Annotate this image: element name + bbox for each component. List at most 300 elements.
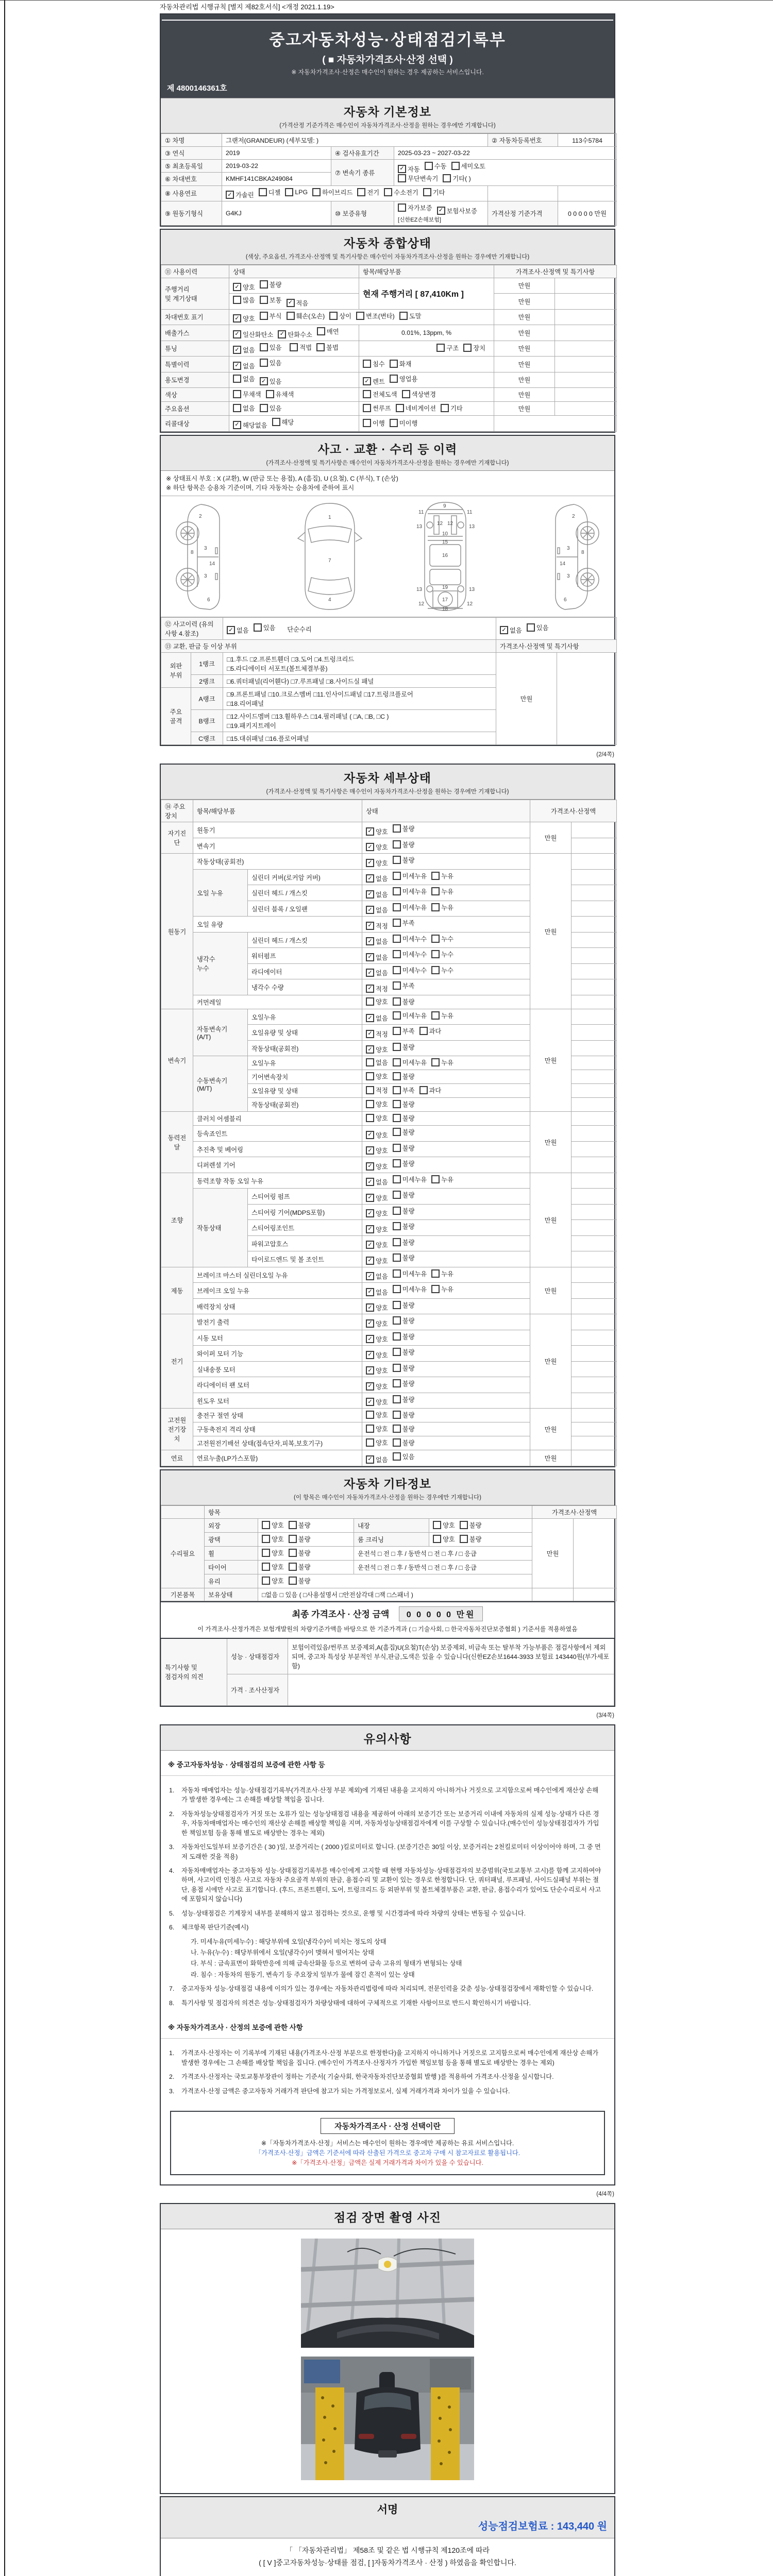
checkbox-불량[interactable] — [460, 1520, 482, 1530]
checkbox-없음[interactable] — [366, 1058, 388, 1067]
checkbox-box — [393, 1100, 401, 1108]
checkbox-변조(변타)[interactable] — [356, 311, 395, 320]
checkbox-적법[interactable] — [290, 343, 312, 352]
checkbox-적정[interactable] — [366, 1086, 388, 1095]
value-vin: KMHF141CBKA249084 — [222, 173, 331, 185]
masthead — [161, 14, 614, 98]
item-status — [362, 1098, 530, 1112]
checkbox-불량[interactable] — [393, 1332, 415, 1341]
checkbox-label: 적정 — [376, 1087, 388, 1095]
checkbox-양호[interactable] — [366, 1438, 388, 1447]
checkbox-양호[interactable] — [262, 1534, 284, 1544]
checkbox-box — [356, 312, 364, 320]
item-remark — [572, 1346, 617, 1362]
item-remark — [572, 1204, 617, 1220]
item-label: 냉각수 수량 — [248, 979, 362, 995]
checkbox-box: ✓ — [366, 1351, 374, 1359]
checkbox-기타( )[interactable] — [443, 174, 470, 183]
checkbox-없음[interactable] — [227, 625, 249, 635]
wheel-detail[interactable]: 운전석 □ 전 □ 후 / 동반석 □ 전 □ 후 / □ 응급 — [354, 1546, 532, 1560]
checkbox-불량[interactable] — [393, 1072, 415, 1081]
rank-items[interactable]: □15.대쉬패널 □16.플로어패널 — [223, 732, 496, 745]
checkbox-불량[interactable] — [393, 1143, 415, 1153]
svg-text:13: 13 — [469, 587, 475, 593]
glass-status[interactable] — [258, 1574, 532, 1588]
checkbox-없음[interactable] — [233, 361, 255, 370]
device-group-6: 전기 — [161, 1314, 193, 1409]
checkbox-있음[interactable] — [260, 343, 282, 352]
checkbox-세미오토[interactable] — [451, 161, 486, 171]
checkbox-불량[interactable] — [393, 997, 415, 1006]
checkbox-box — [366, 1086, 374, 1094]
checkbox-box — [393, 950, 401, 958]
checkbox-box — [390, 360, 398, 368]
checkbox-미세누유[interactable] — [393, 1269, 427, 1278]
checkbox-label: 불량 — [402, 1073, 415, 1081]
item-status — [362, 1112, 530, 1126]
checkbox-불량[interactable] — [393, 1363, 415, 1372]
item-remark — [572, 1377, 617, 1393]
checkbox-label: 불량 — [402, 1364, 415, 1372]
checkbox-렌트[interactable] — [363, 377, 385, 386]
checkbox-화재[interactable] — [390, 359, 412, 368]
checkbox-없음[interactable] — [366, 968, 388, 977]
checkbox-label: 양호 — [376, 1194, 388, 1202]
checkbox-많음[interactable] — [233, 295, 255, 304]
tire-status[interactable] — [258, 1560, 354, 1574]
checkbox-양호[interactable] — [366, 1209, 388, 1218]
item-status — [362, 963, 530, 979]
checkbox-미세누유[interactable] — [393, 1175, 427, 1184]
group-price: 만원 — [530, 1450, 572, 1466]
checkbox-box — [460, 1535, 468, 1543]
checkbox-box: ✓ — [366, 1162, 374, 1171]
checkbox-침수[interactable] — [363, 359, 385, 368]
checkbox-미세누유[interactable] — [393, 903, 427, 912]
checkbox-양호[interactable] — [366, 1382, 388, 1391]
checkbox-없음[interactable] — [366, 937, 388, 946]
checkbox-box — [431, 903, 440, 911]
checkbox-없음[interactable] — [366, 1455, 388, 1464]
checkbox-label: 세미오토 — [461, 163, 486, 170]
checkbox-누수[interactable] — [431, 965, 453, 975]
checkbox-무채색[interactable] — [233, 389, 261, 399]
checkbox-불량[interactable] — [393, 1395, 415, 1404]
checkbox-없음[interactable] — [366, 1272, 388, 1281]
checkbox-불량[interactable] — [260, 280, 282, 289]
overall-title: 자동차 종합상태 — [344, 236, 431, 250]
checkbox-양호[interactable] — [366, 1130, 388, 1140]
checkbox-불량[interactable] — [393, 855, 415, 865]
checkbox-양호[interactable] — [366, 1256, 388, 1265]
checkbox-불량[interactable] — [393, 1206, 415, 1215]
checkbox-하이브리드[interactable] — [312, 188, 352, 197]
item-label: 동력조향 작동 오일 누유 — [193, 1173, 362, 1189]
item-label: 원동기 — [193, 822, 362, 838]
checkbox-누수[interactable] — [431, 950, 453, 959]
group-price: 만원 — [530, 1409, 572, 1450]
checkbox-양호[interactable] — [433, 1534, 455, 1544]
svg-text:18: 18 — [442, 606, 448, 613]
label-holding: 보유상태 — [205, 1588, 258, 1601]
checkbox-과다[interactable] — [419, 1086, 442, 1095]
item-status — [362, 885, 530, 901]
usage-kind — [359, 372, 494, 388]
checkbox-누유[interactable] — [431, 1175, 453, 1184]
interior-status[interactable] — [429, 1518, 532, 1532]
checkbox-불량[interactable] — [393, 1347, 415, 1357]
item-label: 오일유량 및 상태 — [248, 1084, 362, 1098]
checkbox-양호[interactable] — [366, 1146, 388, 1155]
item-status — [362, 869, 530, 885]
item-label: 변속기 — [193, 838, 362, 854]
tuning-kind — [359, 341, 494, 357]
checkbox-상이[interactable] — [329, 311, 351, 320]
checkbox-누유[interactable] — [431, 1011, 453, 1020]
checkbox-양호[interactable] — [366, 1424, 388, 1433]
document-note: ※ 자동차가격조사·산정은 매수인이 원하는 경우 제공하는 서비스입니다. — [291, 69, 484, 76]
checkbox-자가보증[interactable] — [398, 203, 432, 212]
checkbox-없음[interactable] — [366, 1287, 388, 1297]
checkbox-있음[interactable] — [260, 358, 282, 367]
checkbox-label: 불량 — [402, 1115, 415, 1123]
checkbox-LPG[interactable] — [285, 188, 308, 196]
checkbox-양호[interactable] — [262, 1548, 284, 1557]
checkbox-구조[interactable] — [436, 343, 459, 352]
item-label: 오일누유 — [248, 1009, 362, 1025]
checkbox-있음[interactable] — [260, 403, 282, 413]
checkbox-누유[interactable] — [431, 871, 453, 880]
checkbox-양호[interactable] — [366, 1397, 388, 1406]
checkbox-색상변경[interactable] — [402, 389, 436, 399]
checkbox-불량[interactable] — [393, 1222, 415, 1231]
checkbox-누유[interactable] — [431, 1058, 453, 1067]
item-remark — [572, 979, 617, 995]
checkbox-불량[interactable] — [289, 1562, 311, 1571]
checkbox-없음[interactable] — [233, 403, 255, 413]
checkbox-없음[interactable] — [366, 874, 388, 883]
item-status — [362, 1070, 530, 1084]
exterior-status[interactable] — [258, 1518, 354, 1532]
inspection-photo-2 — [301, 2357, 474, 2480]
checkbox-양호[interactable] — [262, 1520, 284, 1530]
checkbox-label: 없음 — [376, 1015, 388, 1023]
checkbox-box — [363, 390, 371, 398]
checkbox-양호[interactable] — [366, 997, 388, 1006]
checkbox-일산화탄소[interactable] — [233, 330, 273, 339]
checkbox-box — [393, 856, 401, 864]
checkbox-미세누수[interactable] — [393, 965, 427, 975]
checkbox-box: ✓ — [366, 843, 374, 851]
checkbox-가솔린[interactable] — [226, 190, 254, 199]
checkbox-불량[interactable] — [393, 1190, 415, 1199]
checkbox-불량[interactable] — [393, 1099, 415, 1109]
checkbox-label: 불량 — [402, 841, 415, 849]
checkbox-없음[interactable] — [233, 345, 255, 354]
checkbox-기타[interactable] — [423, 188, 445, 197]
checkbox-없음[interactable] — [366, 1013, 388, 1023]
checkbox-불량[interactable] — [393, 1159, 415, 1168]
checkbox-양호[interactable] — [233, 314, 255, 323]
rank-items[interactable]: □9.프론트패널 □10.크로스멤버 □11.인사이드패널 □17.트렁크플로어 □18.리어패널 — [223, 688, 496, 710]
checkbox-label: 있음 — [402, 1453, 415, 1461]
checkbox-보통[interactable] — [260, 295, 282, 304]
checkbox-양호[interactable] — [366, 1225, 388, 1234]
checkbox-label: 양호 — [376, 1257, 388, 1265]
checkbox-불량[interactable] — [289, 1520, 311, 1530]
checkbox-label: 화재 — [399, 360, 412, 368]
checkbox-label: 유채색 — [275, 391, 294, 398]
price-cell: 만원 — [494, 341, 555, 357]
checkbox-양호[interactable] — [366, 842, 388, 852]
checkbox-label: 양호 — [376, 1304, 388, 1312]
checkbox-label: 불량 — [298, 1563, 311, 1571]
checkbox-box — [393, 1438, 401, 1447]
checkbox-양호[interactable] — [366, 1193, 388, 1202]
item-remark — [572, 1141, 617, 1157]
label-vin: ⑥ 차대번호 — [161, 173, 222, 185]
checkbox-label: 양호 — [243, 315, 255, 323]
checkbox-양호[interactable] — [366, 1410, 388, 1419]
checkbox-미세누유[interactable] — [393, 1284, 427, 1294]
checkbox-누유[interactable] — [431, 1269, 453, 1278]
checkbox-양호[interactable] — [366, 1303, 388, 1312]
checkbox-있음[interactable] — [260, 377, 282, 386]
svg-text:17: 17 — [442, 597, 448, 603]
checkbox-양호[interactable] — [366, 1045, 388, 1054]
checkbox-label: 불량 — [402, 1223, 415, 1231]
checkbox-과다[interactable] — [419, 1026, 442, 1036]
checkbox-label: 없음 — [510, 627, 522, 635]
overall-condition-table — [161, 265, 614, 432]
checkbox-불량[interactable] — [393, 1253, 415, 1262]
checkbox-누유[interactable] — [431, 903, 453, 912]
checkbox-양호[interactable] — [366, 1319, 388, 1328]
checkbox-불량[interactable] — [393, 840, 415, 849]
checkbox-전기[interactable] — [357, 188, 379, 197]
sub-group: 오일 누유 — [193, 869, 248, 917]
checkbox-미세누유[interactable] — [393, 1058, 427, 1067]
checkbox-양호[interactable] — [366, 1240, 388, 1249]
checkbox-부족[interactable] — [393, 1026, 415, 1036]
checkbox-해당[interactable] — [272, 417, 294, 427]
rank-items[interactable]: □6.쿼터패널(리어휀다) □7.루프패널 □8.사이드실 패널 — [223, 675, 496, 688]
item-status — [362, 1393, 530, 1409]
checkbox-box — [260, 312, 268, 320]
checkbox-box — [254, 623, 262, 632]
checkbox-box — [393, 1285, 401, 1293]
checkbox-label: 과다 — [429, 1087, 442, 1095]
checkbox-없음[interactable] — [366, 953, 388, 962]
checkbox-도말[interactable] — [399, 311, 422, 320]
final-price-band — [161, 1601, 614, 1638]
checkbox-없음[interactable] — [366, 1177, 388, 1187]
device-group-5: 제동 — [161, 1267, 193, 1314]
checkbox-양호[interactable] — [366, 1334, 388, 1344]
checkbox-box — [393, 1144, 401, 1152]
checkbox-불량[interactable] — [393, 1379, 415, 1388]
checkbox-보험사보증[interactable] — [437, 206, 477, 215]
checkbox-기타[interactable] — [441, 403, 463, 413]
price-notices-list — [161, 2039, 614, 2104]
item-remark — [572, 1070, 617, 1084]
checkbox-없음[interactable] — [233, 374, 255, 383]
checkbox-불량[interactable] — [393, 1127, 415, 1137]
checkbox-label: 양호 — [272, 1563, 284, 1571]
checkbox-양호[interactable] — [262, 1562, 284, 1571]
checkbox-수동[interactable] — [425, 161, 447, 171]
tire-detail[interactable]: 운전석 □ 전 □ 후 / 동반석 □ 전 □ 후 / □ 응급 — [354, 1560, 532, 1574]
wheel-status[interactable] — [258, 1546, 354, 1560]
checkbox-양호[interactable] — [366, 1366, 388, 1375]
checkbox-양호[interactable] — [366, 858, 388, 868]
checkbox-불량[interactable] — [289, 1534, 311, 1544]
checkbox-적정[interactable] — [366, 984, 388, 993]
checkbox-box: ✓ — [233, 314, 241, 323]
checkbox-미세누유[interactable] — [393, 871, 427, 880]
item-label: 클러치 어셈블리 — [193, 1112, 362, 1126]
checkbox-box: ✓ — [366, 1335, 374, 1343]
checkbox-양호[interactable] — [233, 282, 255, 292]
checkbox-훼손(오손)[interactable] — [287, 311, 325, 320]
checkbox-label: 미세누유 — [402, 1286, 427, 1294]
checkbox-없음[interactable] — [366, 890, 388, 899]
checkbox-있음[interactable] — [393, 1452, 415, 1461]
checkbox-불량[interactable] — [393, 1042, 415, 1052]
checkbox-유채색[interactable] — [266, 389, 294, 399]
checkbox-불량[interactable] — [393, 824, 415, 833]
appraiser-label: 가격 · 조사산정자 — [227, 1674, 288, 1705]
checkbox-불량[interactable] — [393, 1424, 415, 1433]
rank-items[interactable]: □12.사이드멤버 □13.휠하우스 □14.필러패널 ( □A, □B, □C ) □19.패키지트레이 — [223, 710, 496, 732]
signature-title: 서명 — [377, 2504, 398, 2516]
checkbox-불량[interactable] — [393, 1438, 415, 1447]
checkbox-적정[interactable] — [366, 1029, 388, 1039]
checkbox-장치[interactable] — [463, 343, 485, 352]
checkbox-불량[interactable] — [393, 1113, 415, 1123]
col-part: 항목/해당부품 — [359, 265, 494, 278]
checkbox-미세누수[interactable] — [393, 934, 427, 943]
svg-text:9: 9 — [443, 503, 446, 510]
checkbox-적정[interactable] — [366, 921, 388, 930]
checkbox-label: 썬루프 — [373, 405, 391, 412]
checkbox-미세누유[interactable] — [393, 887, 427, 896]
checkbox-box — [443, 174, 451, 182]
checkbox-box — [390, 375, 398, 383]
checkbox-매연[interactable] — [317, 327, 339, 336]
checkbox-전체도색[interactable] — [363, 389, 397, 399]
notice-item: 7. 중고자동차 성능·상태점검 내용에 이의가 있는 경우에는 자동차관리법령에 따라 처리되며, 전문인력을 갖춘 성능·상태점검장에서 재확인할 수 있습니다. — [169, 1985, 594, 1993]
accident-label: ⑫ 사고이력 (유의사항 4.참조) — [161, 618, 223, 640]
checkbox-불량[interactable] — [289, 1576, 311, 1585]
rank-items[interactable]: □1.후드 □2.프론트휀더 □3.도어 □4.트렁크리드 □5.라디에이터 서포트(볼트체결부품) — [223, 653, 496, 675]
other-title: 자동차 기타정보 — [344, 1477, 431, 1490]
svg-text:3: 3 — [204, 573, 207, 580]
item-remark — [572, 901, 617, 917]
checkbox-양호[interactable] — [366, 827, 388, 836]
room-status[interactable] — [429, 1532, 532, 1546]
checkbox-양호[interactable] — [366, 1099, 388, 1109]
checkbox-디젤[interactable] — [259, 188, 281, 197]
checkbox-부식[interactable] — [260, 311, 282, 320]
svg-text:6: 6 — [564, 597, 567, 603]
item-label: 스티어링조인트 — [248, 1220, 362, 1236]
item-status — [362, 1436, 530, 1450]
checkbox-네비게이션[interactable] — [396, 403, 436, 413]
item-label: 발전기 출력 — [193, 1314, 362, 1330]
checkbox-탄화수소[interactable] — [278, 330, 312, 339]
checkbox-수소전기[interactable] — [384, 188, 418, 197]
checkbox-불량[interactable] — [393, 1316, 415, 1325]
checkbox-불량[interactable] — [289, 1548, 311, 1557]
checkbox-불량[interactable] — [393, 1410, 415, 1419]
checkbox-적음[interactable] — [287, 298, 309, 308]
holding-status[interactable]: □없음 □ 있음 ( □사용설명서 □안전삼각대 □잭 □스패너 ) — [258, 1588, 532, 1601]
checkbox-label: 부식 — [269, 312, 282, 320]
checkbox-부족[interactable] — [393, 918, 415, 927]
checkbox-미이행[interactable] — [390, 418, 418, 428]
checkbox-box — [393, 1379, 401, 1387]
checkbox-label: 양호 — [243, 284, 255, 291]
opinions-label: 특기사항 및 점검자의 의견 — [161, 1638, 227, 1706]
checkbox-썬루프[interactable] — [363, 403, 391, 413]
col-usage: ⑪ 사용이력 — [161, 265, 229, 278]
checkbox-부족[interactable] — [393, 981, 415, 990]
polish-status[interactable] — [258, 1532, 354, 1546]
checkbox-label: 누유 — [441, 1059, 454, 1067]
checkbox-있음[interactable] — [254, 623, 276, 632]
checkbox-양호[interactable] — [366, 1072, 388, 1081]
checkbox-불량[interactable] — [460, 1534, 482, 1544]
checkbox-영업용[interactable] — [390, 374, 418, 383]
checkbox-있음[interactable] — [527, 623, 549, 632]
label-tire: 타이어 — [205, 1560, 258, 1574]
checkbox-양호[interactable] — [366, 1113, 388, 1123]
checkbox-해당없음[interactable] — [233, 420, 267, 430]
checkbox-label: 불량 — [402, 1396, 415, 1403]
checkbox-양호[interactable] — [366, 1350, 388, 1360]
checkbox-불법[interactable] — [316, 343, 339, 352]
row-usage-change: 용도변경 — [161, 372, 229, 388]
color-status — [229, 388, 359, 402]
checkbox-box — [393, 1058, 401, 1066]
checkbox-양호[interactable] — [262, 1576, 284, 1585]
checkbox-누유[interactable] — [431, 887, 453, 896]
checkbox-미세누수[interactable] — [393, 950, 427, 959]
svg-text:3: 3 — [567, 546, 570, 552]
checkbox-누유[interactable] — [431, 1284, 453, 1294]
checkbox-불량[interactable] — [393, 1238, 415, 1247]
label-warranty: ⑩ 보증유형 — [331, 201, 394, 226]
checkbox-label: 훼손(오손) — [296, 312, 325, 320]
checkbox-부족[interactable] — [393, 1086, 415, 1095]
checkbox-누수[interactable] — [431, 934, 453, 943]
checkbox-자동[interactable] — [398, 164, 420, 174]
checkbox-없음[interactable] — [366, 905, 388, 914]
checkbox-box — [290, 343, 298, 351]
checkbox-미세누유[interactable] — [393, 1011, 427, 1020]
checkbox-이행[interactable] — [363, 418, 385, 428]
checkbox-양호[interactable] — [433, 1520, 455, 1530]
checkbox-무단변속기[interactable] — [398, 174, 438, 183]
checkbox-양호[interactable] — [366, 1162, 388, 1171]
row-tuning: 튜닝 — [161, 341, 229, 357]
checkbox-없음[interactable] — [500, 625, 522, 635]
history-notes — [161, 471, 614, 497]
checkbox-label: 양호 — [376, 1336, 388, 1344]
checkbox-box — [393, 935, 401, 943]
checkbox-불량[interactable] — [393, 1300, 415, 1310]
